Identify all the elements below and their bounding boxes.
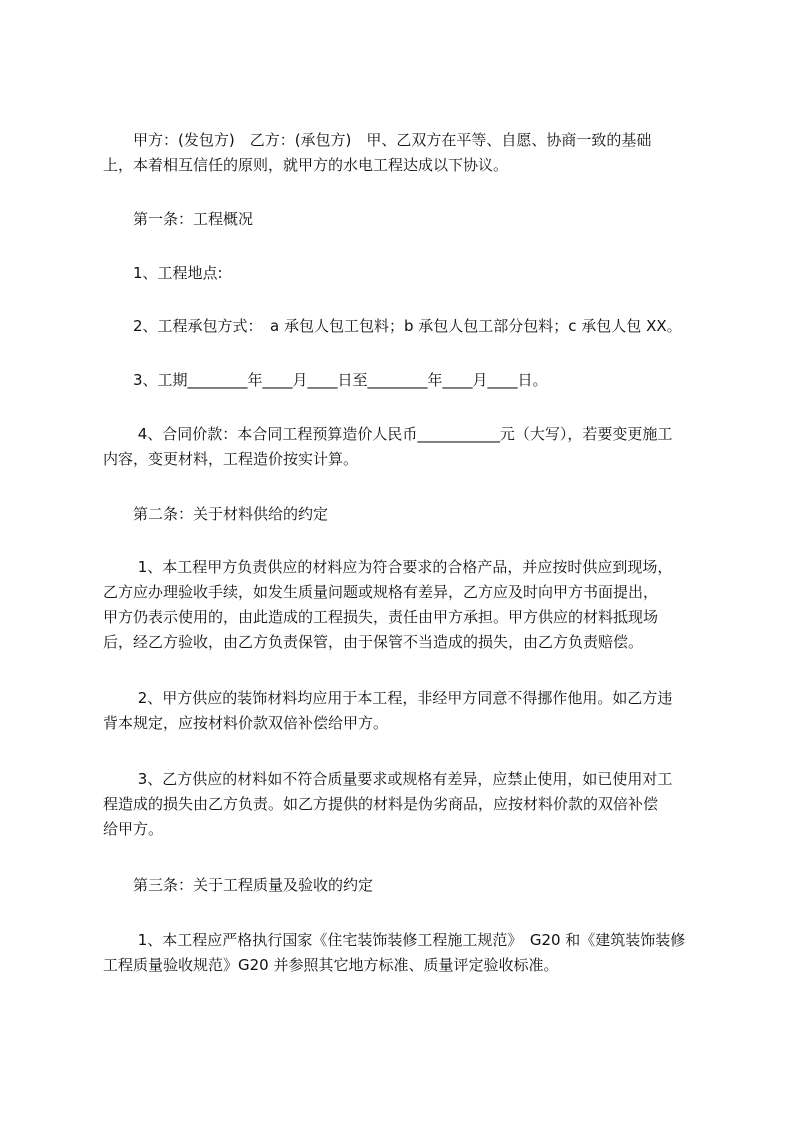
paragraph-location [103, 261, 703, 286]
paragraph-schedule [103, 368, 703, 393]
text-line: 第一条：工程概况 [103, 210, 254, 228]
text-line: 4、合同价款：本合同工程预算造价人民币___________元（大写），若要变更施工 [103, 425, 673, 443]
text-line: 工程质量验收规范》G20 并参照其它地方标准、质量评定验收标准。 [103, 956, 559, 974]
text-line: 甲方仍表示使用的，由此造成的工程损失，责任由甲方承担。甲方供应的材料抵现场 [103, 608, 659, 626]
text-line: 乙方应办理验收手续，如发生质量问题或规格有差异，乙方应及时向甲方书面提出， [103, 583, 659, 601]
section-heading-1 [103, 207, 703, 232]
section-heading-2 [103, 502, 703, 527]
text-line: 第二条：关于材料供给的约定 [103, 505, 329, 523]
section-heading-3 [103, 873, 703, 898]
text-line: 2、工程承包方式： a 承包人包工包料；b 承包人包工部分包料；c 承包人包 XX。 [103, 317, 682, 335]
paragraph-quality-1 [103, 928, 703, 978]
text-line: 程造成的损失由乙方负责。如乙方提供的材料是伪劣商品，应按材料价款的双倍补偿 [103, 795, 659, 813]
text-line: 2、甲方供应的装饰材料均应用于本工程，非经甲方同意不得挪作他用。如乙方违 [103, 689, 673, 707]
text-line: 1、本工程应严格执行国家《住宅装饰装修工程施工规范》 G20 和《建筑装饰装修 [103, 931, 686, 949]
text-line: 3、工期________年____月____日至________年____月____日。 [103, 371, 548, 389]
text-line: 第三条：关于工程质量及验收的约定 [103, 876, 374, 894]
text-line: 背本规定，应按材料价款双倍补偿给甲方。 [103, 714, 389, 732]
paragraph-parties [103, 128, 703, 178]
paragraph-material-1 [103, 555, 703, 655]
text-line: 内容，变更材料，工程造价按实计算。 [103, 450, 359, 468]
text-line: 后，经乙方验收，由乙方负责保管，由于保管不当造成的损失，由乙方负责赔偿。 [103, 633, 644, 651]
text-line: 1、本工程甲方负责供应的材料应为符合要求的合格产品，并应按时供应到现场， [103, 558, 673, 576]
text-line: 上，本着相互信任的原则，就甲方的水电工程达成以下协议。 [103, 156, 509, 174]
paragraph-price [103, 422, 703, 472]
paragraph-material-2 [103, 686, 703, 736]
paragraph-material-3 [103, 767, 703, 842]
text-line: 1、工程地点: [103, 264, 223, 282]
text-line: 给甲方。 [103, 820, 164, 838]
paragraph-contract-mode [103, 314, 703, 339]
text-line: 甲方：(发包方) 乙方：(承包方) 甲、乙双方在平等、自愿、协商一致的基础 [103, 131, 652, 149]
text-line: 3、乙方供应的材料如不符合质量要求或规格有差异，应禁止使用，如已使用对工 [103, 770, 673, 788]
